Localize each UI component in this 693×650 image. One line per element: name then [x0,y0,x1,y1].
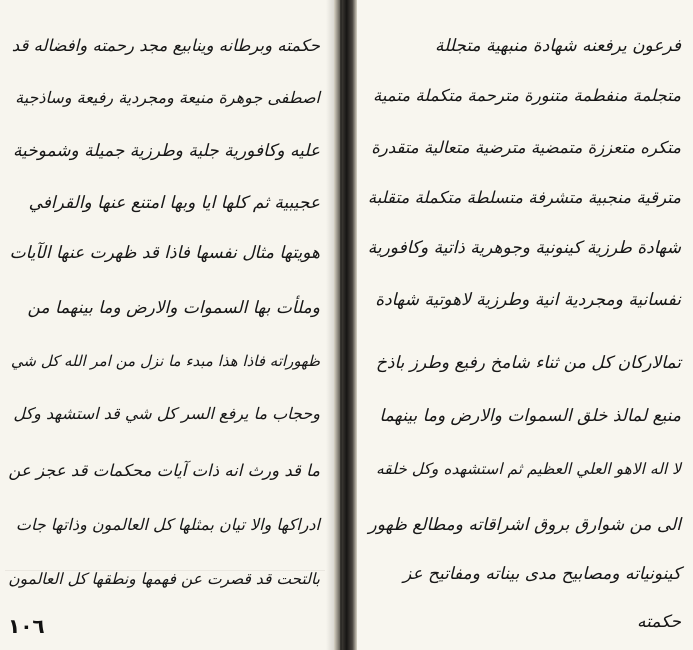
right-line-10: الى من شوارق بروق اشراقاته ومطالع ظهور [368,515,681,535]
right-line-9: لا اله الاهو العلي العظيم ثم استشهده وكل خلقه [376,460,681,478]
right-line-6: نفسانية ومجردية انية وطرزية لاهوتية شهادة [375,290,681,310]
left-line-1: حكمته وبرطانه وينابيع مجد رحمته وافضاله قد [11,36,320,55]
left-edge-shadow [326,0,334,650]
page-number: ١٠٦ [8,614,45,638]
left-line-6: وملأت بها السموات والارض وما بينهما من [27,298,320,318]
page-edge-rule [5,570,325,571]
right-line-5: شهادة طرزية كينونية وجوهرية ذاتية وكافورية [367,238,681,258]
gutter-line [340,0,342,650]
right-line-7: تمالاركان كل من ثناء شامخ رفيع وطرز باذخ [375,353,681,373]
left-line-3: عليه وكافورية جلية وطرزية جميلة وشموخية [12,141,320,161]
left-line-11: بالتحت قد قصرت عن فهمها ونطقها كل العالمون [8,570,320,588]
left-line-10: ادراكها والا تيان بمثلها كل العالمون وذاتها جات [15,515,320,534]
left-line-7: ظهوراته فاذا هذا مبدء ما نزل من امر الله كل شي [10,352,320,370]
right-line-11: كينونياته ومصابيح مدى بيناته ومفاتيح عز [403,564,681,584]
right-line-1: فرعون يرفعنه شهادة منبهية متجللة [435,36,681,56]
left-line-9: ما قد ورث انه ذات آيات محكمات قد عجز عن [8,461,320,480]
left-page [0,0,334,650]
left-line-2: اصطفى جوهرة منيعة ومجردية رفيعة وساذجية [15,88,320,107]
right-line-2: متجلمة منفطمة متنورة مترحمة متكملة متمية [372,86,681,105]
left-line-8: وحجاب ما يرفع السر كل شي قد استشهد وكل [13,404,320,423]
left-line-4: عجيبية ثم كلها ايا وبها امتنع عنها والقرافي [28,193,320,213]
right-page [357,0,693,650]
right-line-3: متكره متعززة متمضية مترضية متعالية متقدرة [371,138,681,157]
book-gutter [334,0,357,650]
left-line-5: هويتها مثال نفسها فاذا قد ظهرت عنها الآيات [9,243,320,263]
right-line-8: منيع لمالذ خلق السموات والارض وما بينهما [379,406,681,426]
right-line-4: مترقية منجبية متشرفة متسلطة متكملة متقلبة [367,188,681,207]
right-line-12: حكمته [637,612,681,632]
